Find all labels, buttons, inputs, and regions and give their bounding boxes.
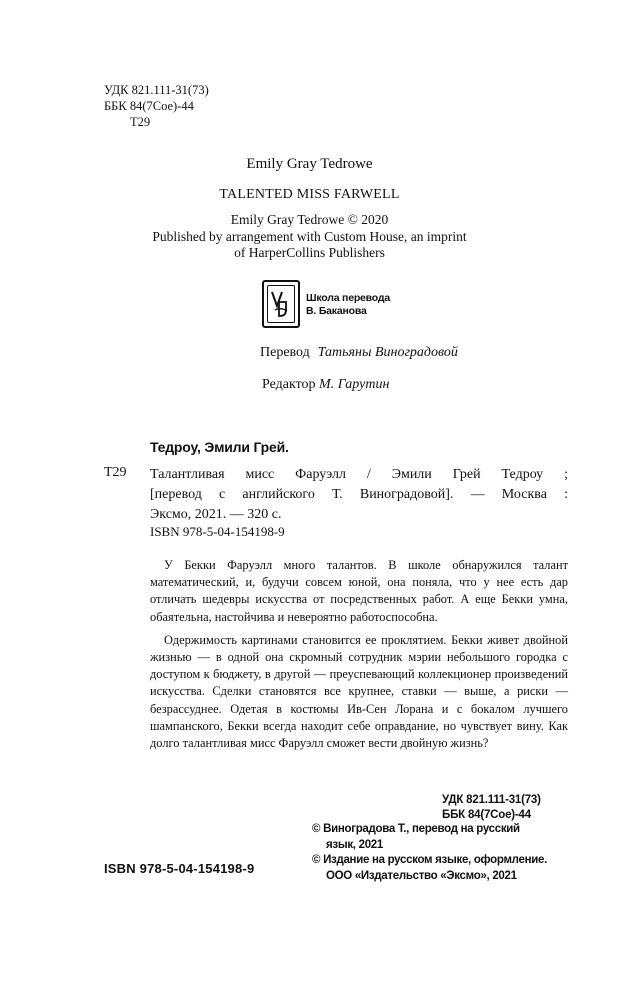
logo-caption	[306, 292, 406, 318]
translator-credit	[260, 345, 458, 361]
copyright-line: ООО «Издательство «Эксмо», 2021	[326, 869, 517, 882]
isbn-bottom: ISBN 978-5-04-154198-9	[104, 861, 255, 876]
bbk-code: ББК 84(7Сое)-44	[104, 99, 194, 113]
annotation-paragraph: У Бекки Фаруэлл много талантов. В школе обнаружился талант математический, и, будучи совсем юной, она поняла, что у нее есть дар отличать шедевры искусства от посредственных работ. А еще Бекки умна, обаятельна, настойчива и невероятно работоспособна.	[150, 558, 568, 624]
catalog-heading: Тедроу, Эмили Грей.	[150, 439, 289, 455]
copyright-line: Published by arrangement with Custom House, an imprint	[152, 228, 467, 244]
translator-name: Татьяны Виноградовой	[317, 345, 458, 360]
annotation-paragraph: Одержимость картинами становится ее проклятием. Бекки живет двойной жизнью — в одной она скромный сотрудник мэрии небольшого городка с доступом к бюджету, в другой — преуспевающий коллекционер произведений искусства. Сделки становятся все крупнее, ставки — выше, а риски — безрассуднее. Одетая в костюмы Ив-Сен Лорана и с бокалом лучшего шампанского, Бекки всегда находит себе оправдание, но чувствует вину. Как долго талантливая мисс Фаруэлл сможет вести двойную жизнь?	[150, 632, 568, 751]
author-mark: Т29	[130, 115, 151, 129]
translation-school-logo-icon	[262, 280, 300, 328]
editor-label: Редактор	[262, 377, 316, 392]
catalog-isbn: ISBN 978-5-04-154198-9	[150, 524, 285, 539]
catalog-description	[150, 465, 568, 525]
copyright-line: © Виноградова Т., перевод на русский	[312, 823, 520, 835]
udc-code: УДК 821.111-31(73)	[104, 83, 209, 97]
copyright-line: of HarperCollins Publishers	[234, 245, 385, 260]
annotation	[150, 557, 568, 752]
catalog-code: Т29	[104, 465, 127, 480]
description-line: [перевод с английского Т. Виноградовой]. — Москва :	[150, 487, 568, 502]
classification-codes-right	[442, 793, 541, 823]
original-author: Emily Gray Tedrowe	[246, 156, 373, 172]
original-copyright	[0, 212, 619, 262]
description-line: Талантливая мисс Фаруэлл / Эмили Грей Тедроу ;	[150, 467, 568, 482]
editor-credit	[262, 377, 389, 393]
bbk-code: ББК 84(7Сое)-44	[442, 809, 531, 821]
logo-line: Школа перевода	[306, 292, 390, 304]
translator-label: Перевод	[260, 345, 310, 360]
copyright-line: © Издание на русском языке, оформление.	[312, 854, 548, 866]
logo-line: В. Баканова	[306, 305, 367, 317]
russian-copyrights	[312, 822, 572, 884]
translation-school-logo	[262, 280, 402, 330]
copyright-line: язык, 2021	[326, 838, 383, 851]
copyright-line: Emily Gray Tedrowe © 2020	[230, 212, 389, 227]
editor-name: М. Гарутин	[319, 377, 390, 392]
description-line: Эксмо, 2021. — 320 с.	[150, 507, 282, 522]
classification-codes	[104, 82, 209, 130]
udc-code: УДК 821.111-31(73)	[442, 794, 541, 806]
original-title: TALENTED MISS FARWELL	[219, 187, 400, 202]
